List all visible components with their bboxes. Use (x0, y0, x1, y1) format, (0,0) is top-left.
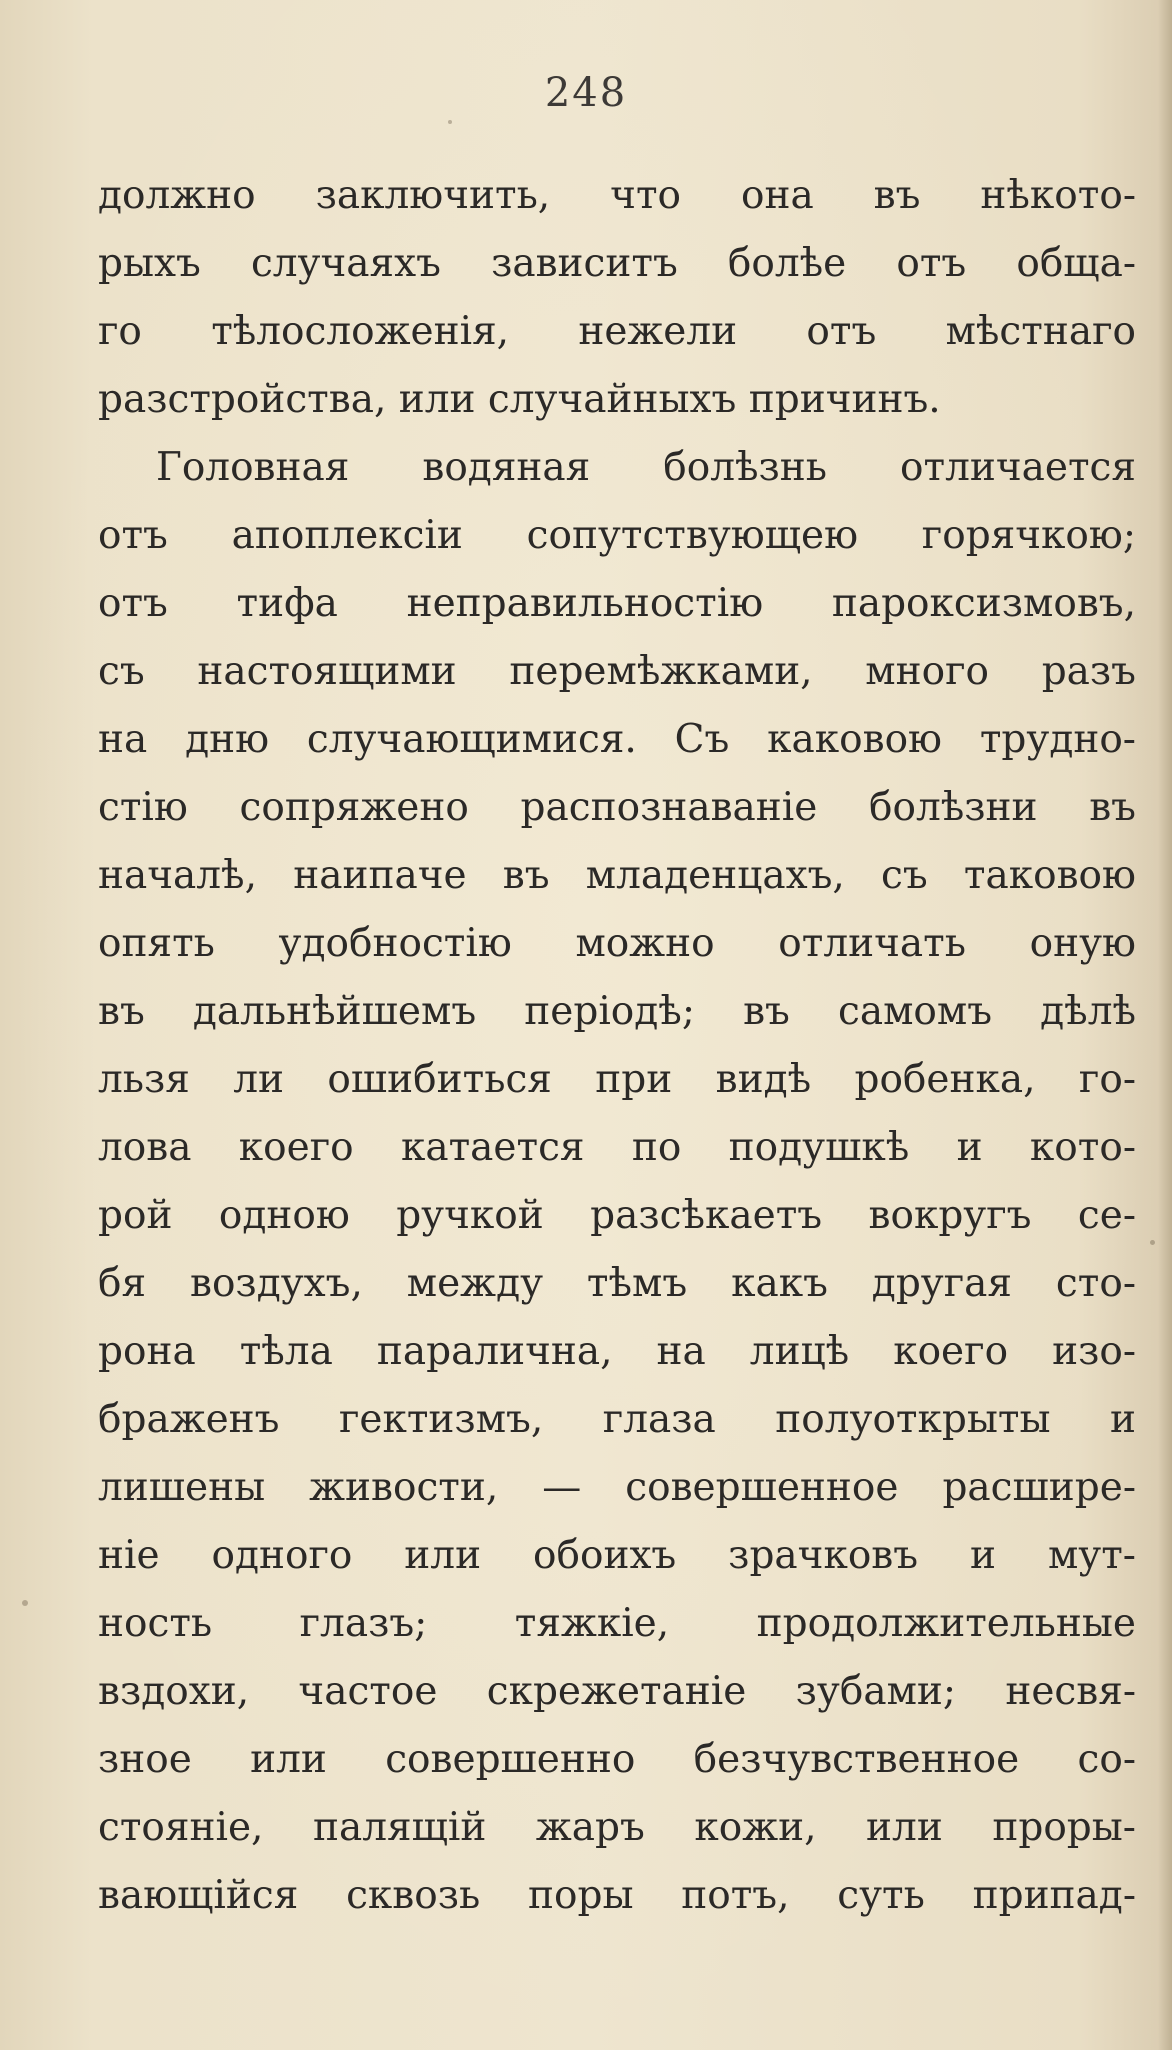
text-line: вздохи, частое скрежетаніе зубами; несвя- (98, 1669, 1136, 1714)
text-line: на дню случающимися. Съ каковою трудно- (98, 717, 1136, 762)
text-line: стію сопряжено распознаваніе болѣзни въ (98, 785, 1136, 830)
paper-speck (448, 120, 452, 124)
text-line: въ дальнѣйшемъ періодѣ; въ самомъ дѣлѣ (98, 989, 1136, 1034)
text-line: лова коего катается по подушкѣ и кото- (98, 1125, 1136, 1170)
paper-speck (22, 1600, 28, 1606)
text-line: бя воздухъ, между тѣмъ какъ другая сто- (98, 1261, 1136, 1306)
paragraph-start-line: Головная водяная болѣзнь отличается (156, 445, 1136, 490)
text-line: лишены живости, — совершенное расшире- (98, 1465, 1136, 1510)
text-line: льзя ли ошибиться при видѣ робенка, го- (98, 1057, 1136, 1102)
page-edge-shadow (1158, 0, 1172, 2050)
text-line: отъ тифа неправильностію пароксизмовъ, (98, 581, 1136, 626)
text-line: ніе одного или обоихъ зрачковъ и мут- (98, 1533, 1136, 1578)
text-line: рона тѣла паралична, на лицѣ коего изо- (98, 1329, 1136, 1374)
text-line: рыхъ случаяхъ зависитъ болѣе отъ обща- (98, 241, 1136, 286)
text-line: должно заключить, что она въ нѣкото- (98, 173, 1136, 218)
text-line: зное или совершенно безчувственное со- (98, 1737, 1136, 1782)
text-line: съ настоящими перемѣжками, много разъ (98, 649, 1136, 694)
text-line: стояніе, палящій жаръ кожи, или проры- (98, 1805, 1136, 1850)
text-line: разстройства, или случайныхъ причинъ. (98, 377, 941, 422)
text-line: го тѣлосложенія, нежели отъ мѣстнаго (98, 309, 1136, 354)
page-number: 248 (544, 70, 628, 116)
text-line: опять удобностію можно отличать оную (98, 921, 1136, 966)
text-line: браженъ гектизмъ, глаза полуоткрыты и (98, 1397, 1136, 1442)
text-line: рой одною ручкой разсѣкаетъ вокругъ се- (98, 1193, 1136, 1238)
text-line: отъ апоплексіи сопутствующею горячкою; (98, 513, 1136, 558)
paper-speck (1150, 1240, 1155, 1245)
text-line: вающійся сквозь поры потъ, суть припад- (98, 1873, 1136, 1918)
body-text (98, 162, 1136, 1930)
text-line: ность глазъ; тяжкіе, продолжительные (98, 1601, 1136, 1646)
text-line: началѣ, наипаче въ младенцахъ, съ таковою (98, 853, 1136, 898)
